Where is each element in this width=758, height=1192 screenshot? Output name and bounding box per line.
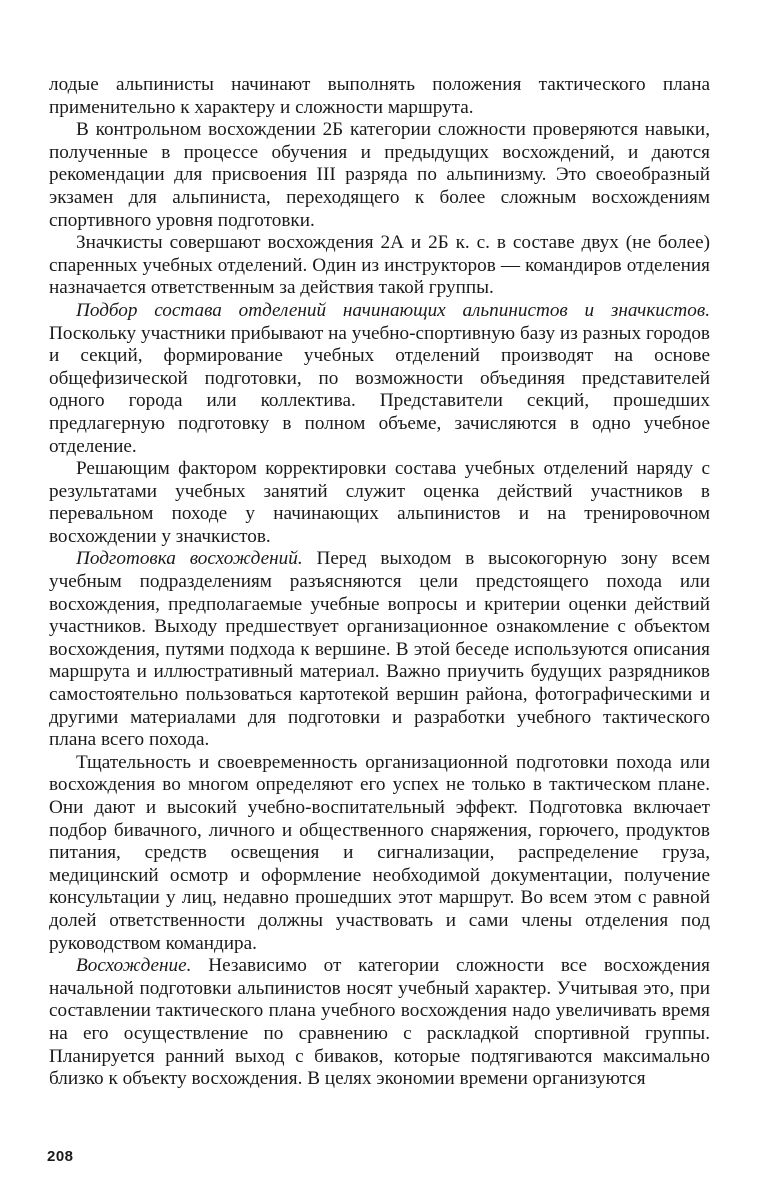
paragraph-5-text: Решающим фактором корректировки состава учебных отделений наряду с результатами учебных занятий служит оценка действий участников в перевальном походе у начинающих альпинистов и на тренировочном восхождении у значкистов.: [49, 458, 710, 547]
paragraph-8-lead: Восхождение.: [76, 955, 192, 977]
paragraph-6-text: Перед выходом в высокогорную зону всем учебным подразделениям разъясняются цели предстоящего похода или восхождения, предполагаемые учебные вопросы и критерии оценки действий участников. Выходу предшествует организационное ознакомление с объектом восхождения, путями подхода к вершине. В этой беседе используются описания маршрута и иллюстративный материал. Важно приучить будущих разрядников самостоятельно пользоваться картотекой вершин района, фотографическими и другими материалами для подготовки и разработки учебного тактического плана всего похода.: [49, 548, 710, 751]
page-number: 208: [47, 1148, 74, 1165]
paragraph-1-text: лодые альпинисты начинают выполнять положения тактического плана применительно к характеру и сложности маршрута.: [49, 74, 710, 118]
paragraph-3: [49, 232, 710, 300]
paragraph-2-text: В контрольном восхождении 2Б категории сложности проверяются навыки, полученные в процессе обучения и предыдущих восхождений, и даются рекомендации для присвоения III разряда по альпинизму. Это своеобразный экзамен для альпиниста, переходящего к более сложным восхождениям спортивного уровня подготовки.: [49, 119, 710, 231]
paragraph-7-text: Тщательность и своевременность организационной подготовки похода или восхождения во многом определяют его успех не только в тактическом плане. Они дают и высокий учебно-воспитательный эффект. Подготовка включает подбор бивачного, личного и общественного снаряжения, горючего, продуктов питания, средств освещения и сигнализации, распределение груза, медицинский осмотр и оформление необходимой документации, получение консультации у лиц, недавно прошедших этот маршрут. Во всем этом с равной долей ответственности должны участвовать и сами члены отделения под руководством командира.: [49, 751, 710, 954]
paragraph-2: [49, 119, 710, 232]
paragraph-4-text: Поскольку участники прибывают на учебно-спортивную базу из разных городов и секций, формирование учебных отделений производят на основе общефизической подготовки, по возможности объединяя представителей одного города или коллектива. Представители секций, прошедших предлагерную подготовку в полном объеме, зачисляются в одно учебное отделение.: [49, 322, 710, 457]
paragraph-4: [49, 300, 710, 458]
paragraph-7: [49, 752, 710, 955]
paragraph-4-lead: Подбор состава отделений начинающих альпинистов и значкистов.: [76, 299, 710, 321]
paragraph-8-text: Независимо от категории сложности все восхождения начальной подготовки альпинистов носят учебный характер. Учитывая это, при составлении тактического плана учебного восхождения надо увеличивать время на его осуществление по сравнению с раскладкой спортивной группы. Планируется ранний выход с биваков, которые подтягиваются максимально близко к объекту восхождения. В целях экономии времени организуются: [49, 955, 710, 1090]
paragraph-6-lead: Подготовка восхождений.: [76, 548, 303, 570]
paragraph-6: [49, 548, 710, 751]
page-body: [49, 74, 710, 1091]
paragraph-3-text: Значкисты совершают восхождения 2А и 2Б к. с. в составе двух (не более) спаренных учебных отделений. Один из инструкторов — командиров отделения назначается ответственным за действия такой группы.: [49, 232, 710, 299]
paragraph-8: [49, 955, 710, 1091]
paragraph-5: [49, 458, 710, 548]
paragraph-1: [49, 74, 710, 119]
